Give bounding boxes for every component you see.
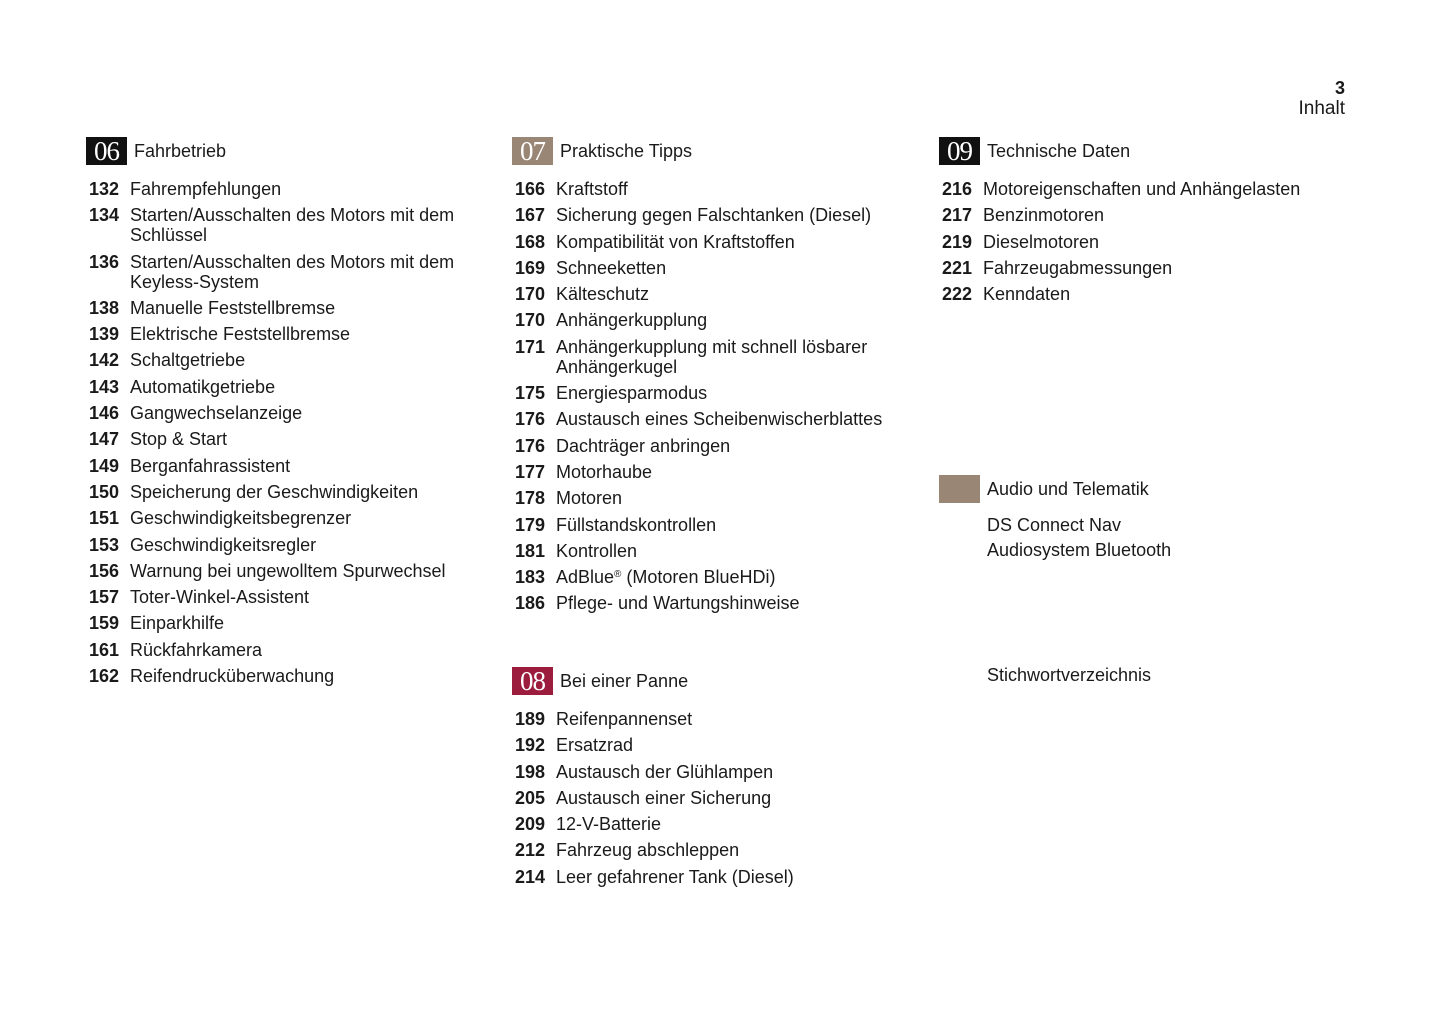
- toc-page-number: 176: [515, 409, 546, 430]
- toc-page-number: 147: [89, 429, 120, 450]
- toc-page-number: 216: [942, 179, 973, 199]
- toc-entry[interactable]: [89, 298, 486, 318]
- toc-entry-label: Reifendrucküberwachung: [130, 666, 335, 687]
- toc-page-number: 217: [942, 205, 973, 226]
- toc-page-number: 219: [942, 231, 973, 252]
- toc-entry-label: Kompatibilität von Kraftstoffen: [556, 231, 795, 252]
- toc-entry-text: [556, 409, 922, 429]
- toc-entry-text: [130, 561, 486, 581]
- toc-entry-label: Fahrempfehlungen: [130, 179, 282, 199]
- toc-entry[interactable]: [515, 735, 922, 755]
- registered-mark: ®: [614, 569, 622, 581]
- toc-entry-text: [556, 567, 922, 587]
- audio-item-bluetooth[interactable]: Audiosystem Bluetooth: [987, 540, 1172, 560]
- toc-entry-text: [130, 666, 486, 686]
- toc-page-number: 221: [942, 257, 973, 278]
- toc-entry[interactable]: [942, 258, 1359, 278]
- toc-entry[interactable]: [515, 383, 922, 403]
- toc-entry[interactable]: [515, 436, 922, 456]
- toc-entry-text: [556, 788, 922, 808]
- toc-entry-label: Manuelle Feststellbremse: [130, 297, 336, 318]
- toc-entry-label: Dachträger anbringen: [556, 435, 731, 456]
- toc-page-number: 153: [89, 534, 120, 555]
- section-09: [939, 137, 1359, 310]
- toc-entry-label: Warnung bei ungewolltem Spurwechsel: [130, 560, 446, 581]
- toc-entry[interactable]: [89, 587, 486, 607]
- toc-entry-label: Schaltgetriebe: [130, 350, 246, 371]
- toc-entry-suffix: (Motoren BlueHDi): [621, 567, 776, 588]
- toc-entry-label: Kenndaten: [983, 284, 1071, 305]
- section-09-entries: [942, 179, 1359, 304]
- toc-page-number: 176: [515, 435, 546, 456]
- toc-entry-label: Austausch der Glühlampen: [556, 761, 774, 782]
- section-07-badge: 07: [512, 137, 553, 165]
- toc-entry-text: [556, 814, 922, 834]
- toc-entry-text: [556, 258, 922, 278]
- audio-list: [987, 515, 1359, 560]
- toc-entry-text: [556, 593, 922, 613]
- toc-entry-text: [130, 298, 486, 318]
- toc-entry-label: Rückfahrkamera: [130, 639, 263, 660]
- toc-entry-text: [130, 179, 486, 199]
- section-09-header[interactable]: [939, 137, 1359, 165]
- toc-entry[interactable]: [89, 535, 486, 555]
- toc-entry-label: Fahrzeugabmessungen: [983, 257, 1173, 278]
- toc-page-number: 146: [89, 403, 120, 424]
- toc-page-number: 169: [515, 257, 546, 278]
- toc-entry[interactable]: [89, 179, 486, 199]
- toc-entry-label: Ersatzrad: [556, 735, 634, 756]
- toc-entry[interactable]: [89, 350, 486, 370]
- toc-entry[interactable]: [515, 488, 922, 508]
- toc-page-number: 189: [515, 709, 546, 729]
- toc-entry[interactable]: [89, 613, 486, 633]
- toc-entry-text: [130, 324, 486, 344]
- toc-entry-text: [130, 456, 486, 476]
- toc-entry-label: Kontrollen: [556, 540, 638, 561]
- toc-entry[interactable]: [515, 788, 922, 808]
- section-08-entries: [515, 709, 922, 887]
- toc-entry-label: Energiesparmodus: [556, 383, 708, 404]
- toc-page-number: 142: [89, 350, 120, 371]
- toc-entry-text: [556, 232, 922, 252]
- toc-entry-label: Gangwechselanzeige: [130, 403, 303, 424]
- toc-entry-text: [556, 709, 922, 729]
- toc-entry-label: Automatikgetriebe: [130, 376, 276, 397]
- toc-entry-label: Berganfahrassistent: [130, 455, 291, 476]
- index-link[interactable]: Stichwortverzeichnis: [987, 665, 1152, 685]
- toc-entry-text: [130, 535, 486, 555]
- toc-entry[interactable]: [89, 561, 486, 581]
- toc-entry-text: [556, 541, 922, 561]
- section-06-header[interactable]: [86, 137, 486, 165]
- toc-entry-text: [556, 840, 922, 860]
- toc-entry[interactable]: [89, 403, 486, 423]
- toc-entry[interactable]: [942, 284, 1359, 304]
- toc-entry-text: [983, 258, 1359, 278]
- toc-entry-label: Kraftstoff: [556, 179, 628, 199]
- toc-page-number: 162: [89, 666, 120, 687]
- toc-page-number: 151: [89, 508, 120, 529]
- toc-entry-label: Pflege- und Wartungshinweise: [556, 593, 800, 614]
- toc-entry-text: [983, 205, 1359, 225]
- section-06-entries: [89, 179, 486, 686]
- toc-entry[interactable]: [515, 179, 922, 199]
- toc-entry[interactable]: [89, 482, 486, 502]
- toc-entry-text: [556, 284, 922, 304]
- page-title: Inhalt: [1298, 98, 1345, 119]
- toc-entry-text: [130, 587, 486, 607]
- toc-entry-label: Geschwindigkeitsregler: [130, 534, 317, 555]
- toc-entry-label: Schneeketten: [556, 257, 667, 278]
- toc-entry-text: [556, 515, 922, 535]
- section-08-title: Bei einer Panne: [560, 670, 689, 691]
- toc-entry-label: Fahrzeug abschleppen: [556, 840, 740, 861]
- section-07: [512, 137, 922, 620]
- toc-page-number: 134: [89, 205, 120, 226]
- toc-entry[interactable]: [89, 324, 486, 344]
- toc-page-number: 214: [515, 866, 546, 887]
- toc-entry[interactable]: [89, 429, 486, 449]
- toc-entry-label: Einparkhilfe: [130, 613, 225, 634]
- toc-entry[interactable]: [515, 337, 922, 377]
- toc-entry-text: [130, 508, 486, 528]
- toc-page-number: 192: [515, 735, 546, 756]
- toc-page-number: 149: [89, 455, 120, 476]
- toc-entry-label: Starten/Ausschalten des Motors mit dem Keyless-System: [130, 251, 455, 292]
- toc-entry-text: [130, 482, 486, 502]
- toc-entry-text: [983, 284, 1359, 304]
- toc-entry-label: Toter-Winkel-Assistent: [130, 587, 310, 608]
- section-08-header[interactable]: [512, 667, 922, 695]
- audio-item-connect-nav[interactable]: DS Connect Nav: [987, 515, 1122, 535]
- toc-entry[interactable]: [89, 456, 486, 476]
- section-06: [86, 137, 486, 692]
- toc-page-number: 205: [515, 787, 546, 808]
- toc-page-number: 209: [515, 814, 546, 835]
- section-audio-badge: [939, 475, 980, 503]
- toc-entry[interactable]: [515, 232, 922, 252]
- section-07-entries: [515, 179, 922, 613]
- toc-page-number: 167: [515, 205, 546, 226]
- toc-entry[interactable]: [515, 840, 922, 860]
- toc-entry-label: Sicherung gegen Falschtanken (Diesel): [556, 205, 872, 226]
- toc-entry-text: [130, 640, 486, 660]
- toc-entry-label: Starten/Ausschalten des Motors mit dem Schlüssel: [130, 205, 455, 246]
- toc-page-number: 157: [89, 587, 120, 608]
- toc-page-number: 143: [89, 376, 120, 397]
- toc-entry[interactable]: [515, 515, 922, 535]
- toc-entry-text: [130, 252, 486, 292]
- toc-entry[interactable]: [515, 284, 922, 304]
- toc-entry[interactable]: [515, 310, 922, 330]
- toc-entry-text: [556, 735, 922, 755]
- toc-page-number: 132: [89, 179, 120, 199]
- toc-entry-text: [556, 310, 922, 330]
- toc-entry[interactable]: [515, 409, 922, 429]
- page-number: 3: [1334, 78, 1345, 98]
- toc-page-number: 178: [515, 488, 546, 509]
- section-07-header[interactable]: [512, 137, 922, 165]
- toc-entry-label: Geschwindigkeitsbegrenzer: [130, 508, 352, 529]
- section-07-title: Praktische Tipps: [560, 140, 693, 161]
- toc-entry[interactable]: [515, 205, 922, 225]
- toc-page-number: 198: [515, 761, 546, 782]
- section-09-badge: 09: [939, 137, 980, 165]
- section-audio-title: Audio und Telematik: [987, 478, 1149, 499]
- toc-entry-text: [556, 179, 922, 199]
- toc-entry-label: Austausch eines Scheibenwischerblattes: [556, 409, 883, 430]
- toc-entry[interactable]: [515, 867, 922, 887]
- section-08-badge: 08: [512, 667, 553, 695]
- toc-entry-text: [556, 436, 922, 456]
- toc-entry-label: Anhängerkupplung mit schnell lösbarer Anhängerkugel: [556, 336, 868, 377]
- toc-page-number: 150: [89, 481, 120, 502]
- toc-entry[interactable]: [942, 205, 1359, 225]
- toc-page-number: 177: [515, 461, 546, 482]
- section-09-title: Technische Daten: [987, 140, 1131, 161]
- toc-entry-label: Motoren: [556, 488, 623, 509]
- toc-page-number: 179: [515, 514, 546, 535]
- toc-page-number: 175: [515, 383, 546, 404]
- toc-entry-text: [130, 350, 486, 370]
- toc-entry-text: [130, 377, 486, 397]
- section-audio: [939, 475, 1359, 565]
- toc-page-number: 170: [515, 284, 546, 305]
- toc-page-number: 171: [515, 336, 546, 357]
- toc-entry-text: [983, 232, 1359, 252]
- toc-entry-text: [983, 179, 1359, 199]
- toc-entry-label: Elektrische Feststellbremse: [130, 324, 351, 345]
- toc-entry[interactable]: [515, 593, 922, 613]
- toc-page-number: 161: [89, 639, 120, 660]
- toc-entry-text: [130, 613, 486, 633]
- section-index: [987, 665, 1287, 690]
- toc-entry-label: Anhängerkupplung: [556, 310, 708, 331]
- toc-entry-text: [556, 337, 922, 377]
- toc-page-number: 166: [515, 179, 546, 199]
- toc-entry-text: [130, 429, 486, 449]
- section-audio-header[interactable]: [939, 475, 1359, 503]
- toc-entry[interactable]: [515, 462, 922, 482]
- toc-entry[interactable]: [515, 567, 922, 587]
- toc-entry-label: Kälteschutz: [556, 284, 650, 305]
- toc-page-number: 138: [89, 297, 120, 318]
- toc-entry-label: 12-V-Batterie: [556, 814, 662, 835]
- page-header: [1299, 78, 1345, 120]
- toc-entry[interactable]: [515, 258, 922, 278]
- toc-entry-label: AdBlue: [556, 567, 615, 588]
- toc-entry-text: [556, 867, 922, 887]
- toc-entry-label: Reifenpannenset: [556, 709, 693, 729]
- toc-entry-text: [556, 488, 922, 508]
- section-08: [512, 667, 922, 893]
- toc-entry-text: [556, 462, 922, 482]
- toc-page-number: 139: [89, 324, 120, 345]
- toc-entry[interactable]: [515, 762, 922, 782]
- toc-entry-label: Speicherung der Geschwindigkeiten: [130, 481, 419, 502]
- toc-page-number: 186: [515, 593, 546, 614]
- toc-entry[interactable]: [89, 205, 486, 245]
- toc-entry[interactable]: [89, 640, 486, 660]
- toc-page-number: 159: [89, 613, 120, 634]
- toc-entry[interactable]: [89, 377, 486, 397]
- toc-entry[interactable]: [515, 541, 922, 561]
- toc-page-number: 222: [942, 284, 973, 305]
- toc-entry[interactable]: [515, 709, 922, 729]
- section-06-title: Fahrbetrieb: [134, 140, 227, 161]
- toc-page-number: 168: [515, 231, 546, 252]
- toc-entry-label: Leer gefahrener Tank (Diesel): [556, 866, 794, 887]
- toc-entry[interactable]: [942, 179, 1359, 199]
- toc-entry-text: [130, 205, 486, 245]
- toc-page-number: 170: [515, 310, 546, 331]
- toc-entry-label: Stop & Start: [130, 429, 228, 450]
- toc-page-number: 136: [89, 251, 120, 272]
- toc-entry-label: Füllstandskontrollen: [556, 514, 717, 535]
- toc-entry[interactable]: [89, 508, 486, 528]
- toc-entry-label: Motorhaube: [556, 461, 653, 482]
- toc-entry-text: [556, 762, 922, 782]
- toc-entry-text: [556, 383, 922, 403]
- section-06-badge: 06: [86, 137, 127, 165]
- toc-entry-text: [130, 403, 486, 423]
- toc-page-number: 181: [515, 540, 546, 561]
- toc-entry-label: Motoreigenschaften und Anhängelasten: [983, 179, 1301, 199]
- toc-entry-label: Austausch einer Sicherung: [556, 787, 772, 808]
- toc-entry[interactable]: [515, 814, 922, 834]
- toc-page-number: 212: [515, 840, 546, 861]
- toc-page-number: 183: [515, 567, 546, 588]
- toc-entry[interactable]: [942, 232, 1359, 252]
- toc-entry-text: [556, 205, 922, 225]
- toc-entry[interactable]: [89, 252, 486, 292]
- toc-entry[interactable]: [89, 666, 486, 686]
- toc-entry-label: Benzinmotoren: [983, 205, 1105, 226]
- toc-page-number: 156: [89, 560, 120, 581]
- toc-entry-label: Dieselmotoren: [983, 231, 1100, 252]
